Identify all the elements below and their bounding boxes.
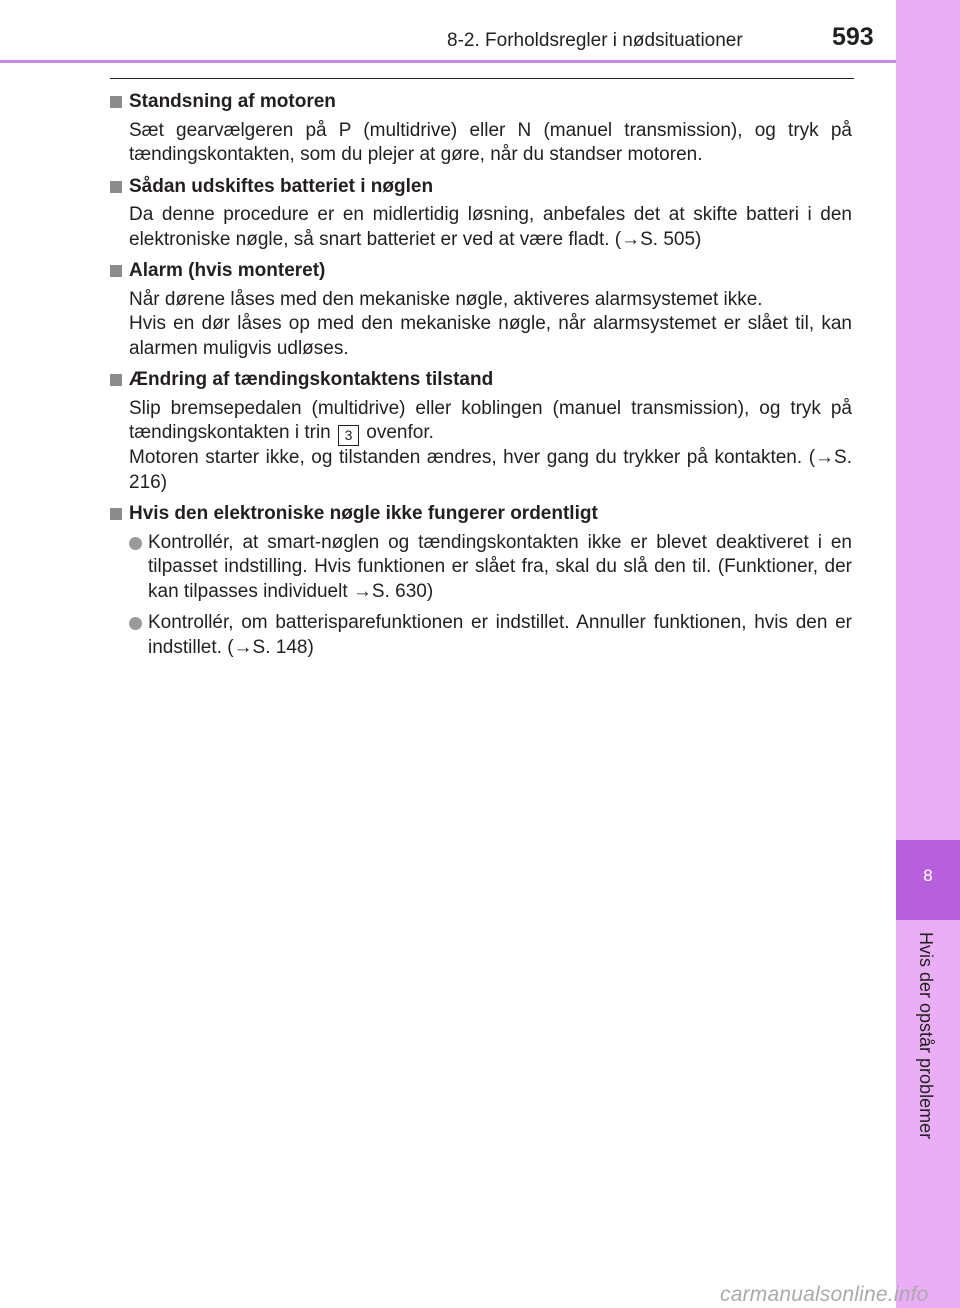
content-top-rule xyxy=(110,78,854,79)
section-title: Standsning af motoren xyxy=(110,90,852,115)
square-bullet-icon xyxy=(110,181,122,193)
circle-bullet-icon xyxy=(129,617,142,630)
section-text: Slip bremsepedalen (multidrive) eller koblingen (manuel transmission), og tryk på tændingskontakten i trin 3 ovenfor. xyxy=(110,397,852,447)
section-text: Når dørene låses med den mekaniske nøgle, aktiveres alarmsystemet ikke. xyxy=(129,288,763,310)
square-bullet-icon xyxy=(110,96,122,108)
section-title: Sådan udskiftes batteriet i nøglen xyxy=(110,175,852,200)
chapter-label: Hvis der opstår problemer xyxy=(916,932,936,1140)
section-key-battery xyxy=(110,175,852,253)
watermark: carmanualsonline.info xyxy=(720,1283,929,1306)
square-bullet-icon xyxy=(110,265,122,277)
list-item: Kontrollér, om batterisparefunktionen er indstillet. Annuller funktionen, hvis den er indstillet. (→S. 148) xyxy=(110,611,852,660)
header-divider xyxy=(0,60,896,63)
section-text: Sæt gearvælgeren på P (multidrive) eller N (manuel transmission), og tryk på tændingskontakten, som du plejer at gøre, når du standser motoren. xyxy=(129,119,852,165)
section-key-malfunction xyxy=(110,502,852,660)
page-number: 593 xyxy=(832,23,874,51)
step-number-box: 3 xyxy=(338,425,359,446)
section-header-title: 8-2. Forholdsregler i nødsituationer xyxy=(447,30,743,51)
section-alarm xyxy=(110,259,852,361)
list-item: Kontrollér, at smart-nøglen og tændingskontakten ikke er blevet deaktiveret i en tilpasset indstilling. Hvis funktionen er slået fra, skal du slå den til. (Funktioner, der kan tilpasses individuelt →S. 630) xyxy=(110,531,852,605)
section-title: Hvis den elektroniske nøgle ikke fungerer ordentligt xyxy=(110,502,852,527)
section-text: Hvis en dør låses op med den mekaniske nøgle, når alarmsystemet er slået til, kan alarmen muligvis udløses. xyxy=(129,313,852,359)
section-title: Alarm (hvis monteret) xyxy=(110,259,852,284)
section-text: Motoren starter ikke, og tilstanden ændres, hver gang du trykker på kontakten. (→S. 216) xyxy=(129,447,852,493)
section-text: Da denne procedure er en midlertidig løsning, anbefales det at skifte batteri i den elektroniske nøgle, så snart batteriet er ved at være fladt. (→S. 505) xyxy=(129,204,852,250)
page-content xyxy=(110,90,852,667)
section-title: Ændring af tændingskontaktens tilstand xyxy=(110,368,852,393)
section-stop-engine xyxy=(110,90,852,168)
square-bullet-icon xyxy=(110,508,122,520)
section-ignition-mode xyxy=(110,368,852,495)
circle-bullet-icon xyxy=(129,537,142,550)
square-bullet-icon xyxy=(110,374,122,386)
chapter-number: 8 xyxy=(923,866,933,885)
